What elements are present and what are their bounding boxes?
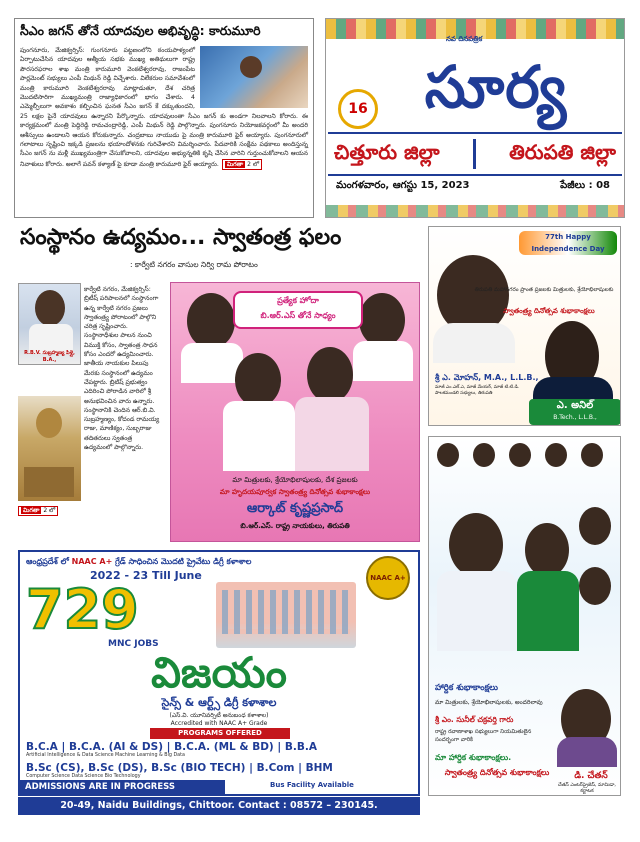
mohan-name: శ్రీ ఎ. మోహన్, M.A., L.L.B.,	[435, 373, 539, 382]
main-subheadline: : కార్వేటి నగరం వాసుల నిర్వి రామ పోరాటం	[130, 260, 258, 269]
leader-shirt-right	[353, 341, 413, 381]
leader-photo-right	[359, 293, 405, 347]
edition-separator	[473, 139, 476, 169]
statue-photo	[18, 396, 81, 501]
placement-year: 2022 - 23 Till June	[90, 569, 202, 582]
person-shirt-2	[295, 397, 369, 471]
anil-namebox	[529, 399, 621, 425]
brs-slogan	[233, 291, 363, 329]
leader-shirt-left	[181, 343, 243, 383]
slogan-line1: ప్రత్యేక హోదా	[277, 296, 319, 305]
article-portrait	[18, 283, 81, 365]
college-name: విజయం	[151, 648, 287, 697]
brs-greeting-line1: మా మిత్రులకు, శ్రేయోభిలాషులకు, దేశ ప్రజలకు	[232, 476, 358, 484]
flower-garland-bottom	[326, 205, 624, 217]
top-news-box	[14, 18, 314, 218]
college-ad	[18, 550, 420, 796]
article-continued[interactable]: మిగతా 2 లో	[18, 506, 58, 516]
brs-greeting-ad	[170, 282, 420, 542]
college-building-photo	[216, 582, 356, 648]
mohan-role: మాజీ ఎం.ఎల్.ఎ, మాజీ మేయర్, మాజీ టి.టి.డి. పాలకమండలి సభ్యులు, తిరుపతి	[435, 385, 520, 396]
ad2-photo-4	[579, 567, 611, 605]
chetan-name: డి. చేతన్	[574, 771, 608, 781]
independence-day-ad	[428, 226, 621, 426]
main-headline: సంస్థానం ఉద్యమం... స్వాతంత్ర ఫలం	[20, 225, 342, 250]
ad2-shirt-2	[517, 571, 579, 651]
person-photo-2	[307, 347, 353, 403]
issue-date: మంగళవారం, ఆగస్టు 15, 2023	[336, 180, 470, 191]
ad2-main-photo	[449, 513, 503, 577]
admissions-banner: ADMISSIONS ARE IN PROGRESS	[20, 780, 225, 794]
masthead	[325, 18, 625, 218]
ad2-small-photo-3	[509, 443, 531, 467]
college-subtitle: సైన్స్ & ఆర్ట్స్ డిగ్రీ కళాశాల	[161, 696, 277, 709]
programs-row-2-sub: Computer Science Data Science Bio Technology	[26, 774, 141, 779]
brs-sponsor-role: బి.ఆర్.ఎస్. రాష్ట్ర నాయకులు, తిరుపతి	[240, 522, 350, 530]
ad2-heading: హార్దిక శుభాకాంక్షలు	[435, 683, 498, 693]
college-affiliation: (ఎస్.వి. యూనివర్సిటీ అనుబంధ కళాశాల)	[169, 712, 269, 719]
person-photo-1	[235, 353, 281, 407]
ad2-photo-2	[525, 523, 569, 577]
programs-row-1: B.C.A | B.C.A. (AI & DS) | B.C.A. (ML & BD) | B.B.A	[26, 741, 317, 753]
ad1-text: తిరుపతి మహానగరం ప్రాంత ప్రజలకు మిత్రులకు, శ్రేయోభిలాషులకు	[474, 287, 614, 293]
chetan-shirt	[557, 737, 617, 767]
placement-count: 729	[26, 578, 139, 641]
leader-photo-left	[187, 293, 235, 349]
statue-head	[36, 408, 62, 438]
mnc-jobs-label: MNC JOBS	[108, 639, 159, 649]
brs-greeting-line2: మా హృదయపూర్వక స్వాతంత్ర్య దినోత్సవ శుభాకాంక్షలు	[219, 488, 371, 496]
masthead-tagline: నవ దినపత్రిక	[446, 35, 483, 43]
anil-name: ఎ. అనిల్	[556, 400, 594, 411]
ad2-honoree: శ్రీ ఎం. సునీల్ చక్రవర్తి గారు	[435, 715, 514, 724]
college-accreditation: Accredited with NAAC A+ Grade	[170, 720, 268, 727]
college-address: 20-49, Naidu Buildings, Chittoor. Contact : 08572 – 230145.	[18, 797, 420, 815]
top-news-body: పుంగనూరు, మేజిక్వర్సిస్: గుంగనూరు పట్టణంలోని ఠంయపాళ్యంలో ఏర్పాటుచేసిన యాదవుల ఆత్మీయ సభకు ముఖ్య అతిథులుగా రాష్ట్ర పౌరసరఫరాల శాఖ మంత్రి కారుమూరి వెంకటేశ్వరరావు, రాజంపేట పార్లమెంట్ సభ్యులు ఎంపీ మిథున్ రెడ్డి విచ్చేశారు. విలేకరుల సమావేశంలో మంత్రి కారుమూరి వెంకటేశ్వరరావు మాట్లాడుతూ, దేశ చరిత్ర మొదటిసారిగా ముఖ్యమంత్రి రాజ్యాధికారంలో భాగం చేశారు. 4 ఎమ్మెల్సీలుగా అవకాశం కల్పించిన ఘనత సీఎం జగన్ కే దక్కుతుందని, 25 లక్షల పైనే యాదవులు ఉన్నారని పేర్కొన్నారు. యాదవులంతా సీఎం జగన్ కు అండగా నిలవాలని కోరారు. ఈ కార్యక్రమంలో మంత్రి పెద్దిరెడ్డి రామచంద్రారెడ్డి, ఎంపీ మిథున్ రెడ్డి పాల్గొన్నారు. పుంగనూరు నియోజకవర్గంలో మీ అందరి ఆశీస్సులు ఉండాలని ఆయన కోరుకున్నారు. చంద్రబాబు నాయుడు పై మంత్రి కారుమూరి ఫైర్ అయ్యారు. పుంగనూరులో గలాటాలు సృష్టించి ఇక్కడి ప్రజలను భయాందోళనకు గురిచేశారని విమర్శించారు. పేదవారికి సంక్షేమ పథకాలు అందిస్తున్న సీఎం జగన్ ను మళ్లీ ముఖ్యమంత్రిగా చేసుకోవాలని, యాదవుల అభ్యున్నతికి కృషి చేసిన వారిని గుర్తుంచుకోవాలని ఆయన నివాళులు కోరారు. అలాగే పవన్ కళ్యాణ్ పై కూడా మంత్రి కారుమూరి ఫైర్ అయ్యారు. మిగతా 2 లో	[20, 46, 308, 170]
edition-tirupati: తిరుపతి జిల్లా	[509, 139, 616, 164]
top-news-headline: సీఎం జగన్ తోనే యాదవుల అభివృద్ధి: కారుమూరి	[20, 23, 261, 38]
person-shirt-1	[223, 401, 295, 471]
article-body: కార్వేటి నగరం, మేజిక్వర్సిస్: బ్రిటీష్ పరిపాలనలో సంస్థానంగా ఉన్న కార్వేటి నగరం ప్రజలు స్వాతంత్ర్య పోరాటంలో పాల్గొని చరిత్ర సృష్టించారు. సంస్థానాధీశుల పాలన నుంచి విముక్తి కోసం, స్వాతంత్ర సాధన కోసం ఎందరో ఉద్యమించారు. జాతీయ నాయకుల పిలుపు మేరకు సంస్థానంలో ఉద్యమం చేపట్టారు. బ్రిటిష్ ప్రభుత్వం ఎదిరించి పోరాడిన వారిలో శ్రీ అనుభవించిన వారు ఉన్నారు. సంస్థానానికి చెందిన ఆర్.బి.వి. సుబ్రహ్మణ్యం, కోదండ రామయ్య రాజు, మాణిక్యం, సుబ్బరాజు తదితరులు స్వతంత్ర ఉద్యమంలో పాల్గొన్నారు.	[84, 286, 160, 452]
ad2-line1: మా మిత్రులకు, శ్రేయోభిలాషులకు, అందరిలావు	[435, 699, 543, 706]
ad2-main-shirt	[437, 571, 517, 651]
portrait-face	[35, 290, 65, 326]
brs-sponsor-name: ఆర్కాట్ కృష్ణప్రసాద్	[246, 501, 344, 516]
slogan-line2: బి.ఆర్.ఎస్ తోనే సాధ్యం	[260, 311, 336, 320]
anil-degree: B.Tech., L.L.B.,	[553, 414, 597, 421]
college-intro: ఆంధ్రప్రదేశ్ లో NAAC A+ గ్రేడ్ సాధించిన మొదటి ప్రైవేటు డిగ్రీ కళాశాల	[26, 557, 252, 566]
programs-offered-label: PROGRAMS OFFERED	[150, 728, 290, 739]
statue-base	[24, 467, 74, 497]
ad2-line2: రాష్ట్ర రవాణాశాఖ సభ్యులుగా నియమితులైన సందర్భంగా వారికి	[435, 729, 532, 743]
naac-badge: NAAC A+	[366, 556, 410, 600]
paper-name: సూర్య	[424, 53, 568, 121]
ad1-greeting: స్వాతంత్ర్య దినోత్సవ శుభాకాంక్షలు	[503, 307, 595, 315]
programs-row-2: B.Sc (CS), B.Sc (DS), B.Sc (BIO TECH) | B.Com | BHM	[26, 762, 333, 774]
mohan-shirt	[433, 323, 515, 363]
ad2-photo-3	[579, 507, 611, 545]
ad2-wish1: మా హార్దిక శుభాకాంక్షలు.	[435, 753, 512, 762]
portrait-caption: R.B.V. సుబ్రహ్మణ్య పిళ్లై, B.A.,	[24, 350, 75, 363]
edition-chittoor: చిత్తూరు జిల్లా	[334, 139, 440, 164]
edition-bar	[328, 132, 622, 176]
greetings-ad	[428, 436, 621, 796]
programs-row-1-sub: Artificial Intelligence & Data Science Machine Learning & Big Data	[26, 753, 185, 758]
naac-text: NAAC A+	[71, 557, 113, 566]
page-count: పేజీలు : 08	[560, 180, 610, 191]
independence-banner: 77th Happy Independence Day	[519, 231, 617, 255]
chetan-role: చేతన్ ఎంటర్‌ప్రైజెస్, మామిడా, కర్ణాటక	[558, 783, 616, 794]
ad2-small-photo-1	[437, 443, 459, 467]
ad2-wish2: స్వాతంత్ర్య దినోత్సవ శుభాకాంక్షలు	[444, 768, 550, 777]
ad2-small-photo-4	[545, 443, 567, 467]
top-news-photo	[200, 46, 308, 108]
bus-facility: Bus Facility Available	[270, 781, 354, 789]
article-column	[84, 285, 162, 452]
ad2-small-photo-2	[473, 443, 495, 467]
anniversary-badge: 16	[338, 89, 378, 129]
ad2-small-photo-5	[581, 443, 603, 467]
top-news-continued[interactable]: మిగతా 2 లో	[222, 159, 262, 170]
